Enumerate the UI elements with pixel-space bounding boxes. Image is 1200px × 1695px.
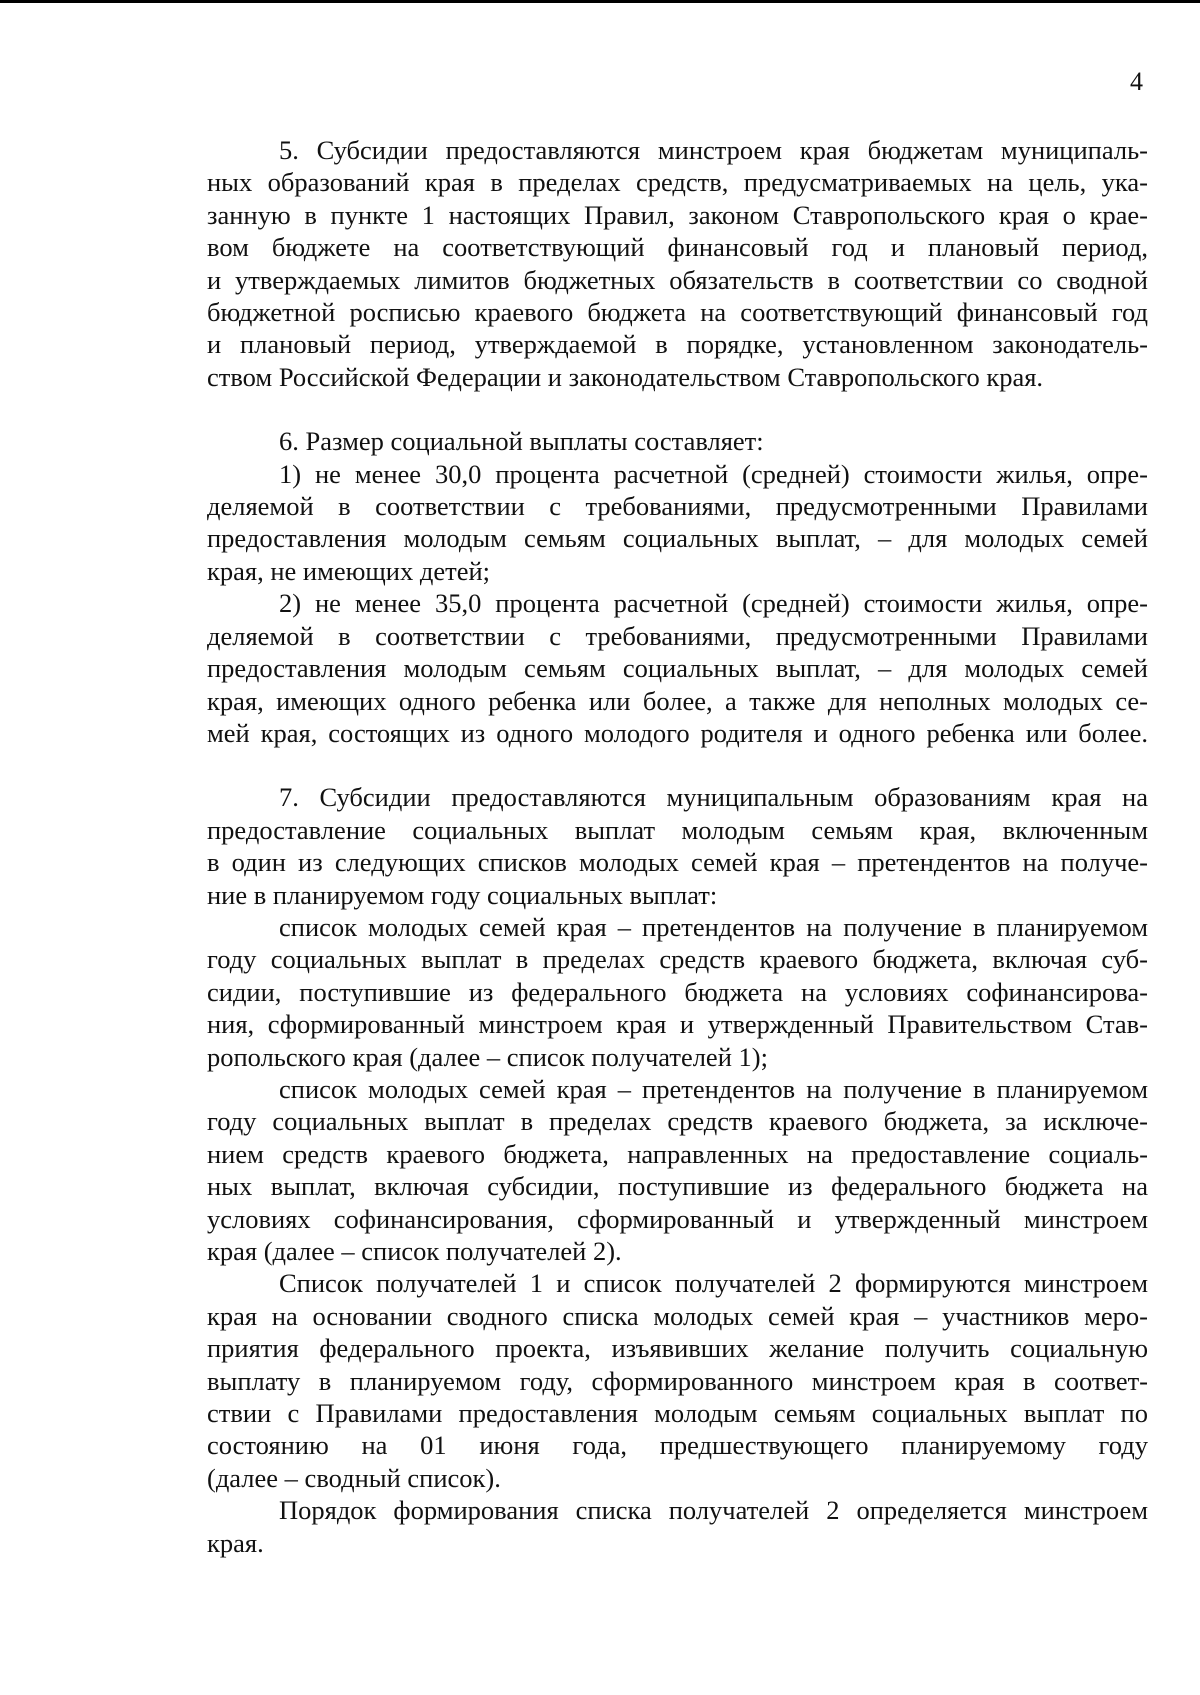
text-line: ных образований края в пределах средств, предусматриваемых на цель, ука- <box>207 167 1148 198</box>
text-line: бюджетной росписью краевого бюджета на соответствующий финансовый год <box>207 297 1148 328</box>
document-body <box>207 134 1148 1559</box>
paragraph-7 <box>207 781 1148 911</box>
text-line: мей края, состоящих из одного молодого родителя и одного ребенка или более. <box>207 717 1148 748</box>
text-line: сидии, поступившие из федерального бюджета на условиях софинансирова- <box>207 976 1148 1007</box>
text-line: нием средств краевого бюджета, направленных на предоставление социаль- <box>207 1138 1148 1169</box>
paragraph-6-item-1 <box>207 458 1148 588</box>
text-line: предоставление социальных выплат молодым семьям края, включенным <box>207 814 1148 845</box>
text-line: края. <box>207 1527 264 1558</box>
text-line: 6. Размер социальной выплаты составляет: <box>279 426 764 457</box>
text-line: список молодых семей края – претендентов на получение в планируемом <box>279 1073 1148 1104</box>
text-line: в один из следующих списков молодых семей края – претендентов на получе- <box>207 847 1148 878</box>
text-line: ние в планируемом году социальных выплат: <box>207 879 718 910</box>
text-line: и утверждаемых лимитов бюджетных обязательств в соответствии со сводной <box>207 264 1148 295</box>
text-line: приятия федерального проекта, изъявивших желание получить социальную <box>207 1333 1148 1364</box>
text-line: края, не имеющих детей; <box>207 555 490 586</box>
final-paragraph <box>207 1494 1148 1559</box>
top-border-line <box>0 0 1200 3</box>
text-line: году социальных выплат в пределах средств краевого бюджета, включая суб- <box>207 944 1148 975</box>
text-line: список молодых семей края – претендентов на получение в планируемом <box>279 911 1148 942</box>
text-line: занную в пункте 1 настоящих Правил, законом Ставропольского края о крае- <box>207 199 1148 230</box>
recipients-list-2 <box>207 1073 1148 1267</box>
text-line: 5. Субсидии предоставляются минстроем края бюджетам муниципаль- <box>279 135 1148 165</box>
text-line: 2) не менее 35,0 процента расчетной (средней) стоимости жилья, опре- <box>279 588 1148 619</box>
text-line: края (далее – список получателей 2). <box>207 1236 622 1266</box>
text-line: деляемой в соответствии с требованиями, предусмотренными Правилами <box>207 491 1148 522</box>
text-line: ных выплат, включая субсидии, поступившие из федерального бюджета на <box>207 1171 1148 1202</box>
text-line: предоставления молодым семьям социальных выплат, – для молодых семей <box>207 653 1148 684</box>
text-line: вом бюджете на соответствующий финансовый год и плановый период, <box>207 232 1148 263</box>
text-line: ния, сформированный минстроем края и утвержденный Правительством Став- <box>207 1009 1148 1040</box>
text-line: (далее – сводный список). <box>207 1462 501 1493</box>
text-line: и плановый период, утверждаемой в порядке, установленном законодатель- <box>207 329 1148 360</box>
text-line: ствии с Правилами предоставления молодым семьям социальных выплат по <box>207 1398 1148 1429</box>
text-line: выплату в планируемом году, сформированного минстроем края в соответ- <box>207 1365 1148 1396</box>
text-line: состоянию на 01 июня года, предшествующего планируемому году <box>207 1430 1148 1461</box>
text-line: деляемой в соответствии с требованиями, предусмотренными Правилами <box>207 620 1148 651</box>
lists-formation-paragraph <box>207 1267 1148 1494</box>
text-line: края на основании сводного списка молодых семей края – участников меро- <box>207 1300 1148 1331</box>
recipients-list-1 <box>207 911 1148 1073</box>
text-line: году социальных выплат в пределах средств краевого бюджета, за исключе- <box>207 1106 1148 1137</box>
text-line: ством Российской Федерации и законодательством Ставропольского края. <box>207 361 1044 392</box>
text-line: предоставления молодым семьям социальных выплат, – для молодых семей <box>207 523 1148 554</box>
text-line: Список получателей 1 и список получателей 2 формируются минстроем <box>279 1268 1148 1299</box>
text-line: условиях софинансирования, сформированный и утвержденный минстроем <box>207 1203 1148 1234</box>
page-number: 4 <box>1130 67 1143 96</box>
paragraph-5 <box>207 134 1148 393</box>
text-line: края, имеющих одного ребенка или более, а также для неполных молодых се- <box>207 685 1148 716</box>
paragraph-6-item-2 <box>207 587 1148 749</box>
text-line: Порядок формирования списка получателей 2 определяется минстроем <box>279 1495 1148 1526</box>
text-line: 7. Субсидии предоставляются муниципальным образованиям края на <box>279 782 1148 813</box>
text-line: ропольского края (далее – список получателей 1); <box>207 1041 768 1072</box>
text-line: 1) не менее 30,0 процента расчетной (средней) стоимости жилья, опре- <box>279 458 1148 489</box>
paragraph-6 <box>207 425 1148 457</box>
